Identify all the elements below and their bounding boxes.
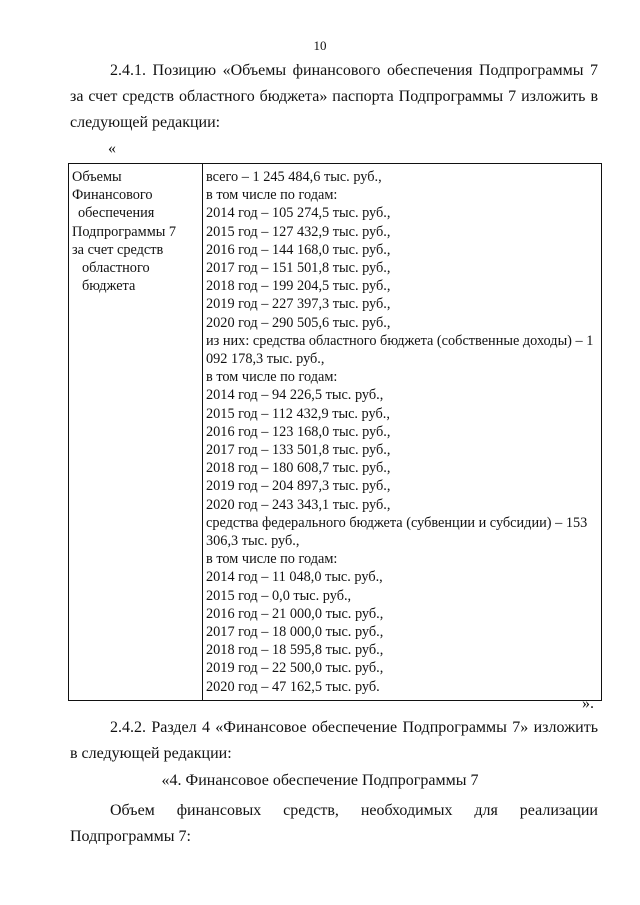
value-line: 2014 год – 105 274,5 тыс. руб., (206, 205, 391, 222)
page-number: 10 (313, 38, 327, 53)
value-line-total: всего – 1 245 484,6 тыс. руб., (206, 169, 382, 185)
section-heading: «4. Финансовое обеспечение Подпрограммы 7 (161, 772, 479, 789)
value-line: 2018 год – 18 595,8 тыс. руб., (206, 642, 384, 659)
value-line: 2017 год – 151 501,8 тыс. руб., (206, 260, 391, 277)
value-line: 2015 год – 0,0 тыс. руб., (206, 587, 352, 604)
value-line: 2018 год – 199 204,5 тыс. руб., (206, 278, 391, 295)
label-line: за счет средств (72, 241, 164, 258)
section-paragraph: 2.4.2. Раздел 4 «Финансовое обеспечение Подпрограммы 7» изложить в следующей редакции: (70, 719, 598, 762)
value-line: в том числе по годам: (206, 187, 338, 204)
value-line: 2016 год – 123 168,0 тыс. руб., (206, 423, 391, 440)
closing-quote-mark: ». (582, 695, 594, 712)
opening-quote-mark: « (108, 140, 116, 157)
value-line-federal-budget: средства федерального бюджета (субвенции и субсидии) – 153 306,3 тыс. руб., (206, 514, 588, 550)
value-line: 2018 год – 180 608,7 тыс. руб., (206, 460, 391, 477)
value-line: 2019 год – 227 397,3 тыс. руб., (206, 296, 391, 313)
value-line: 2019 год – 22 500,0 тыс. руб., (206, 660, 384, 677)
value-line: 2014 год – 11 048,0 тыс. руб., (206, 569, 383, 586)
intro-paragraph: 2.4.1. Позицию «Объемы финансового обеспечения Подпрограммы 7 за счет средств областного бюджета» паспорта Подпрограммы 7 изложить в следующей редакции: (70, 62, 598, 131)
value-line: 2016 год – 144 168,0 тыс. руб., (206, 241, 391, 258)
label-line: областного (82, 260, 150, 277)
value-line: 2017 год – 18 000,0 тыс. руб., (206, 624, 384, 641)
final-paragraph: Объем финансовых средств, необходимых для реализации Подпрограммы 7: (70, 802, 598, 845)
value-line: 2020 год – 47 162,5 тыс. руб. (206, 678, 380, 695)
value-line: 2019 год – 204 897,3 тыс. руб., (206, 478, 391, 495)
value-line-regional-own-revenue: из них: средства областного бюджета (собственные доходы) – 1 092 178,3 тыс. руб., (206, 332, 594, 368)
label-line: Финансового (72, 187, 153, 204)
funding-label-cell (69, 164, 203, 701)
value-line: 2015 год – 112 432,9 тыс. руб., (206, 405, 390, 422)
value-line: в том числе по годам: (206, 369, 338, 386)
value-line: 2020 год – 290 505,6 тыс. руб., (206, 314, 391, 331)
funding-values-cell (203, 164, 602, 701)
value-line: 2020 год – 243 343,1 тыс. руб., (206, 496, 391, 513)
label-line: обеспечения (78, 205, 155, 222)
value-line: в том числе по годам: (206, 551, 338, 568)
funding-table (68, 163, 602, 701)
label-line: Объемы (72, 169, 122, 185)
value-line: 2016 год – 21 000,0 тыс. руб., (206, 605, 384, 622)
funding-table-row (69, 164, 602, 701)
value-line: 2017 год – 133 501,8 тыс. руб., (206, 442, 391, 459)
label-line: Подпрограммы 7 (72, 223, 177, 240)
value-line: 2015 год – 127 432,9 тыс. руб., (206, 223, 391, 240)
label-line: бюджета (82, 278, 136, 295)
value-line: 2014 год – 94 226,5 тыс. руб., (206, 387, 384, 404)
